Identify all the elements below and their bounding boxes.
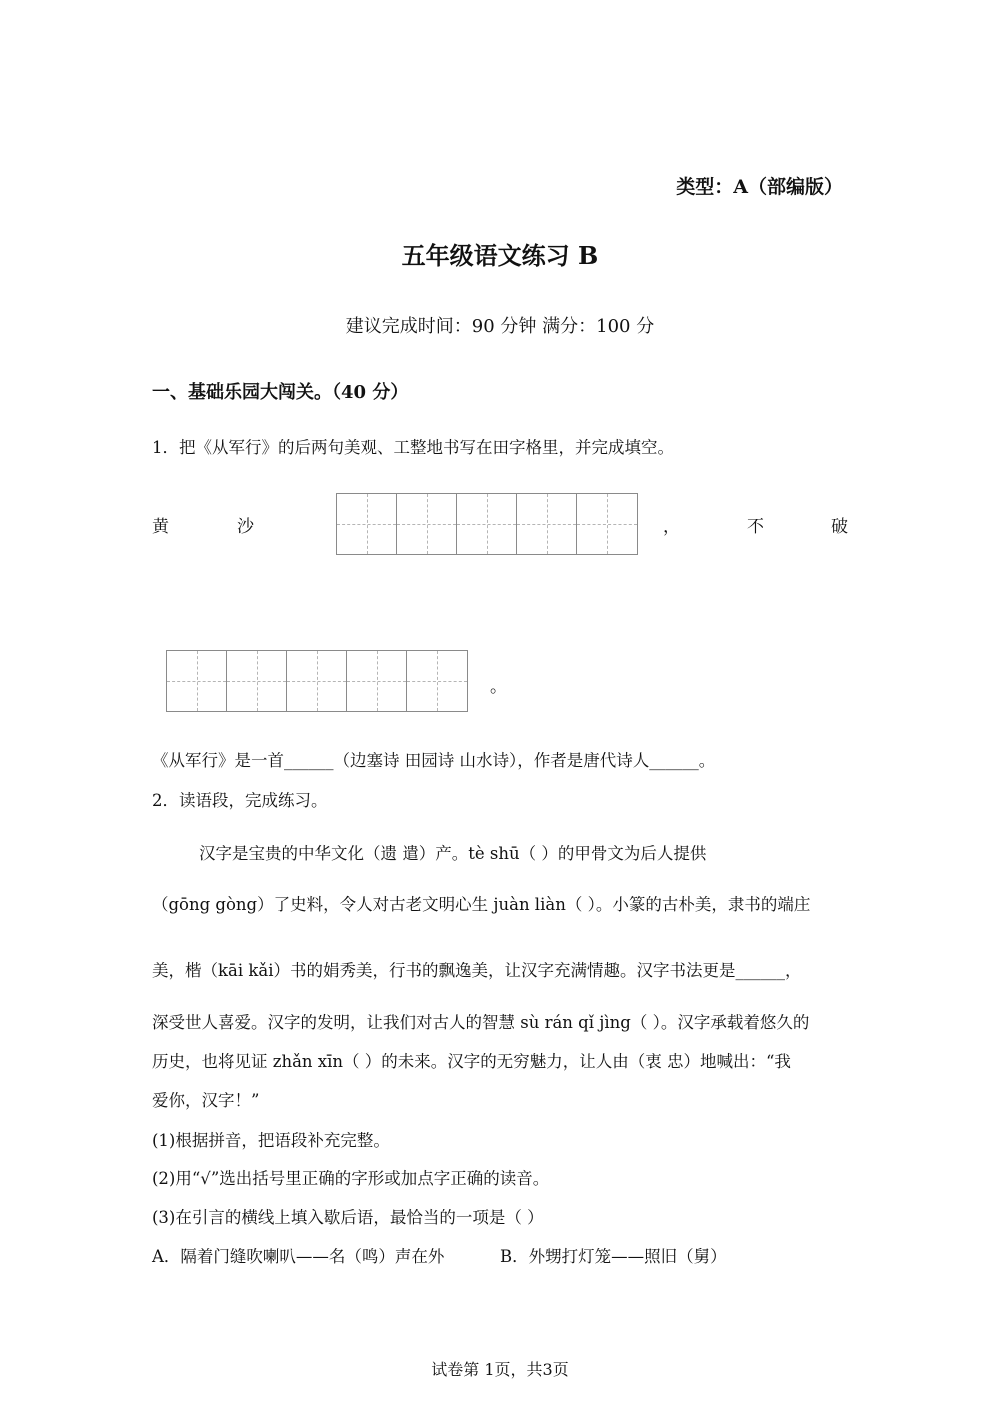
page-title: 五年级语文练习 B — [401, 241, 599, 270]
tianzige-cell[interactable] — [407, 651, 467, 711]
sub-question-3: (3)在引言的横线上填入歇后语，最恰当的一项是（ ） — [152, 1208, 544, 1227]
poem-char: 不 — [747, 517, 764, 537]
sub-question-2: (2)用“√”选出括号里正确的字形或加点字正确的读音。 — [152, 1169, 550, 1188]
passage-line: 深受世人喜爱。汉字的发明，让我们对古人的智慧 sù rán qǐ jìng（ ）。汉字承载着悠久的 — [152, 1013, 810, 1032]
passage-line: （gōng gòng）了史料，令人对古老文明心生 juàn liàn（ ）。小篆的古朴美，隶书的端庄 — [152, 895, 811, 914]
option-a: A．隔着门缝吹喇叭——名（鸣）声在外 — [152, 1247, 445, 1266]
passage-line: 爱你，汉字！” — [152, 1091, 260, 1110]
tianzige-cell[interactable] — [167, 651, 227, 711]
exam-time-and-score: 建议完成时间：90 分钟 满分：100 分 — [345, 316, 655, 337]
tianzige-cell[interactable] — [227, 651, 287, 711]
poem-period: 。 — [490, 677, 507, 697]
tianzige-cell[interactable] — [337, 494, 397, 554]
question-1-prompt: 1．把《从军行》的后两句美观、工整地书写在田字格里，并完成填空。 — [152, 438, 674, 457]
passage-line: 汉字是宝贵的中华文化（遗 遣）产。tè shū（ ）的甲骨文为后人提供 — [199, 844, 707, 863]
tianzige-cell[interactable] — [287, 651, 347, 711]
tianzige-cell[interactable] — [457, 494, 517, 554]
sub-question-1: (1)根据拼音，把语段补充完整。 — [152, 1131, 390, 1150]
poem-char: 沙 — [237, 517, 254, 537]
passage-line: 美，楷（kāi kǎi）书的娟秀美，行书的飘逸美，让汉字充满情趣。汉字书法更是______， — [152, 961, 802, 980]
exam-type-label: 类型：A（部编版） — [676, 176, 843, 198]
question-2-prompt: 2．读语段，完成练习。 — [152, 791, 328, 810]
tianzige-grid-row-2[interactable] — [166, 650, 468, 712]
tianzige-cell[interactable] — [347, 651, 407, 711]
poem-char: 黄 — [152, 517, 169, 537]
question-1-fill-line: 《从军行》是一首______（边塞诗 田园诗 山水诗），作者是唐代诗人______。 — [152, 751, 716, 770]
page-footer: 试卷第 1页，共3页 — [431, 1360, 569, 1379]
tianzige-cell[interactable] — [577, 494, 637, 554]
tianzige-cell[interactable] — [397, 494, 457, 554]
section-heading: 一、基础乐园大闯关。（40 分） — [152, 382, 409, 403]
poem-comma: ， — [663, 517, 680, 537]
passage-line: 历史，也将见证 zhǎn xīn（ ）的未来。汉字的无穷魅力，让人由（衷 忠）地喊出：“我 — [152, 1052, 791, 1071]
tianzige-cell[interactable] — [517, 494, 577, 554]
poem-char: 破 — [831, 517, 848, 537]
tianzige-grid-row-1[interactable] — [336, 493, 638, 555]
option-b: B．外甥打灯笼——照旧（舅） — [500, 1247, 727, 1266]
